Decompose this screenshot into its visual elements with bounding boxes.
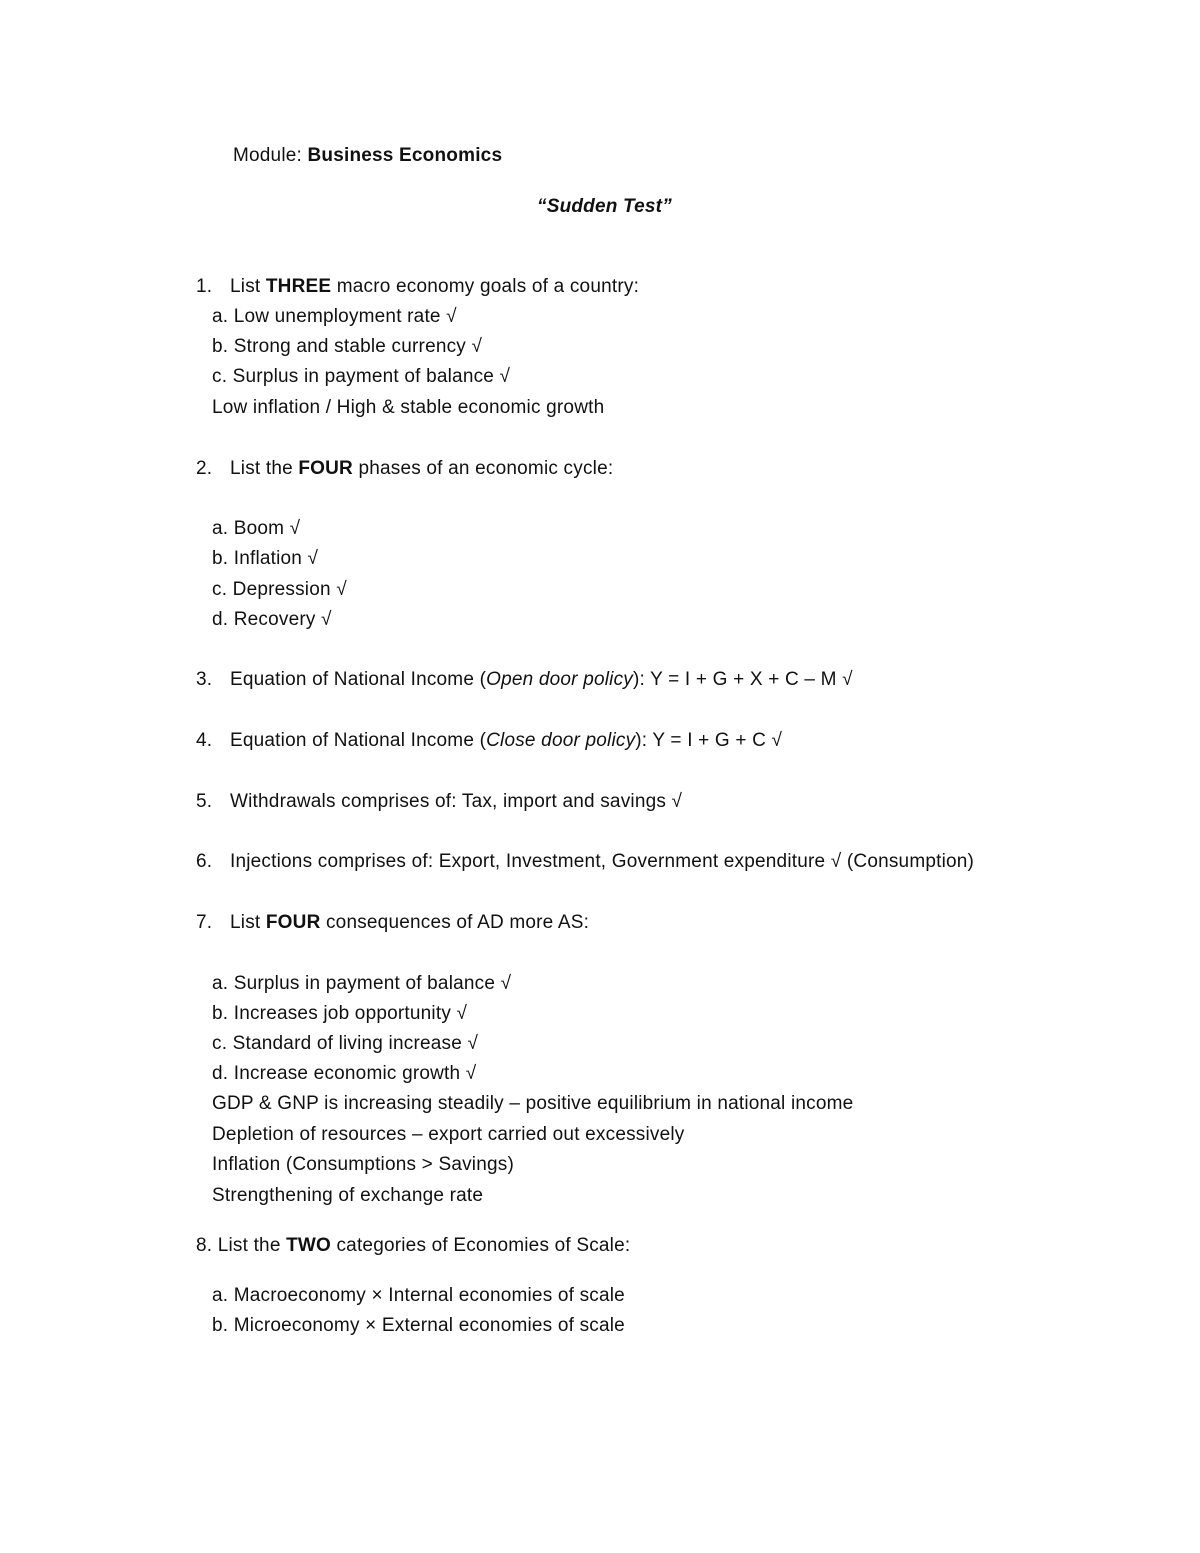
q6-question: Injections comprises of: Export, Investment, Government expenditure √ (Consumption) [230, 851, 975, 872]
q5-question: Withdrawals comprises of: Tax, import and savings √ [230, 791, 683, 812]
q7-note: GDP & GNP is increasing steadily – positive equilibrium in national income [212, 1093, 854, 1114]
q8-answer: a. Macroeconomy × Internal economies of scale [212, 1285, 625, 1306]
document-title: “Sudden Test” [537, 196, 672, 217]
q2-answer: c. Depression √ [212, 579, 347, 600]
q7-number: 7. [196, 912, 213, 933]
q4-question: Equation of National Income (Close door policy): Y = I + G + C √ [230, 730, 783, 751]
q1-question: List THREE macro economy goals of a country: [230, 276, 640, 297]
q7-note: Depletion of resources – export carried out excessively [212, 1124, 685, 1145]
q2-number: 2. [196, 458, 213, 479]
q2-answer: d. Recovery √ [212, 609, 332, 630]
q1-answer: a. Low unemployment rate √ [212, 306, 457, 327]
q5-number: 5. [196, 791, 213, 812]
q7-question: List FOUR consequences of AD more AS: [230, 912, 590, 933]
q2-question: List the FOUR phases of an economic cycle: [230, 458, 614, 479]
module-value: Business Economics [307, 145, 503, 166]
q8-answer: b. Microeconomy × External economies of scale [212, 1315, 625, 1336]
q1-answer: c. Surplus in payment of balance √ [212, 366, 511, 387]
q7-answer: c. Standard of living increase √ [212, 1033, 479, 1054]
q7-answer: b. Increases job opportunity √ [212, 1003, 468, 1024]
q7-note: Inflation (Consumptions > Savings) [212, 1154, 514, 1175]
q8-question: 8. List the TWO categories of Economies of Scale: [196, 1235, 631, 1256]
q7-answer: d. Increase economic growth √ [212, 1063, 477, 1084]
q1-number: 1. [196, 276, 213, 297]
q3-number: 3. [196, 669, 213, 690]
module-label: Module: [233, 145, 302, 166]
q8-number: 8. [196, 1235, 213, 1256]
q3-question: Equation of National Income (Open door policy): Y = I + G + X + C – M √ [230, 669, 853, 690]
q2-answer: b. Inflation √ [212, 548, 319, 569]
q1-answer: b. Strong and stable currency √ [212, 336, 483, 357]
q1-note: Low inflation / High & stable economic growth [212, 397, 605, 418]
q7-answer: a. Surplus in payment of balance √ [212, 973, 512, 994]
module-line [233, 144, 502, 168]
q7-note: Strengthening of exchange rate [212, 1185, 484, 1206]
q6-number: 6. [196, 851, 213, 872]
q4-number: 4. [196, 730, 213, 751]
q2-answer: a. Boom √ [212, 518, 301, 539]
